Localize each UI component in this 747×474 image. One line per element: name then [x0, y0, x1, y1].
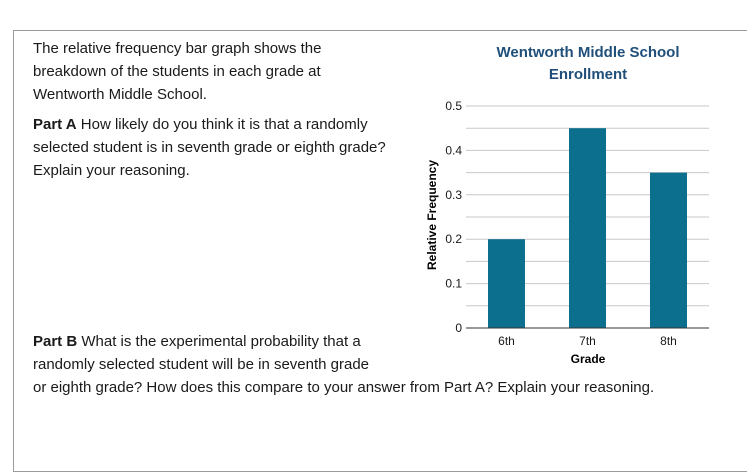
intro-text: The relative frequency bar graph shows the breakdown of the students in each grade at Wentworth Middle School.	[33, 40, 322, 103]
y-tick-label: 0.2	[445, 232, 462, 247]
x-tick-label: 8th	[660, 334, 677, 348]
x-tick-label: 7th	[579, 334, 596, 348]
bar-7th	[569, 128, 606, 328]
part-a-question: How likely do you think it is that a randomly selected student is in seventh grade or eighth grade? Explain your reasoning.	[33, 116, 386, 179]
y-tick-label: 0	[455, 321, 462, 335]
y-axis-label: Relative Frequency	[425, 159, 439, 271]
chart-title-line1: Wentworth Middle School	[496, 44, 680, 61]
chart-title-line2: Enrollment	[548, 66, 628, 83]
y-tick-label: 0.1	[445, 276, 462, 291]
x-axis-label: Grade	[570, 352, 606, 366]
part-b-question-line1: What is the experimental probability that a randomly selected student will be in seventh grade	[33, 333, 370, 373]
part-b-question-line2: or eighth grade? How does this compare to your answer from Part A? Explain your reasoning.	[33, 379, 655, 396]
bars	[488, 128, 687, 328]
x-tick-label: 6th	[498, 334, 515, 348]
part-a-label: Part A	[33, 116, 77, 133]
y-tick-label: 0.5	[445, 99, 462, 113]
y-tick-label: 0.3	[445, 187, 462, 202]
y-tick-label: 0.4	[445, 143, 462, 158]
part-b-label: Part B	[33, 333, 78, 350]
bar-8th	[650, 173, 687, 328]
bar-6th	[488, 239, 525, 328]
